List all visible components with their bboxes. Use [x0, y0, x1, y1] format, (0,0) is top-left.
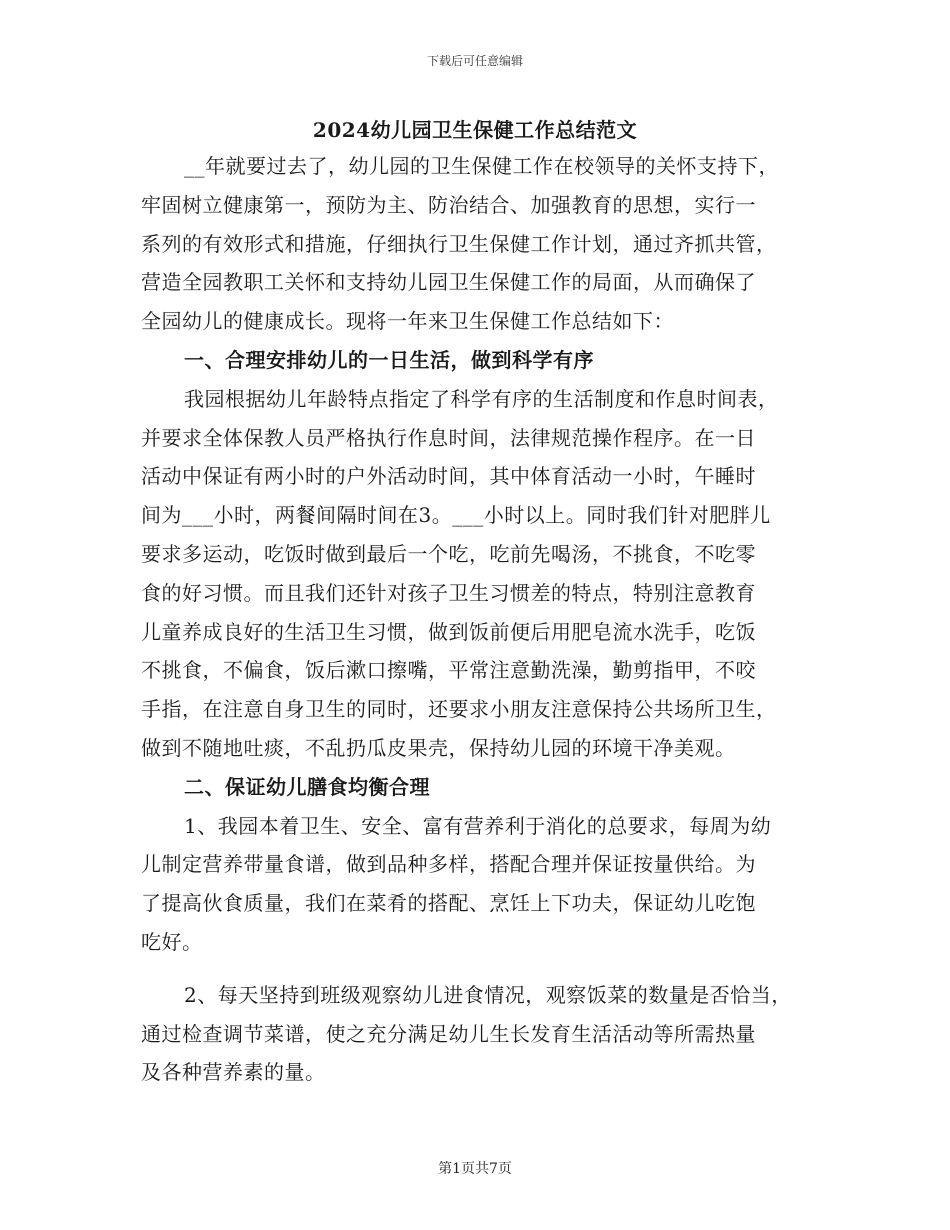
body-line: 活动中保证有两小时的户外活动时间，其中体育活动一小时，午睡时 [141, 464, 756, 489]
document-body [141, 147, 831, 1092]
body-line: 通过检查调节菜谱，使之充分满足幼儿生长发育生活活动等所需热量 [141, 1021, 756, 1046]
body-line: 2、每天坚持到班级观察幼儿进食情况，观察饭菜的数量是否恰当， [184, 982, 792, 1007]
body-line: 1、我园本着卫生、安全、富有营养利于消化的总要求，每周为幼 [184, 813, 772, 838]
body-line: 不挑食，不偏食，饭后漱口擦嘴，平常注意勤洗澡，勤剪指甲，不咬 [141, 658, 756, 683]
body-line: 并要求全体保教人员严格执行作息时间，法律规范操作程序。在一日 [141, 425, 756, 450]
body-line: 手指，在注意自身卫生的同时，还要求小朋友注意保持公共场所卫生， [141, 697, 777, 722]
body-line: 营造全园教职工关怀和支持幼儿园卫生保健工作的局面，从而确保了 [141, 270, 756, 295]
body-line: 牢固树立健康第一，预防为主、防治结合、加强教育的思想，实行一 [141, 192, 756, 217]
body-line: 全园幼儿的健康成长。现将一年来卫生保健工作总结如下： [141, 309, 674, 334]
body-line: 了提高伙食质量，我们在菜肴的搭配、烹饪上下功夫，保证幼儿吃饱 [141, 891, 756, 916]
body-line: 儿童养成良好的生活卫生习惯，做到饭前便后用肥皂流水洗手，吃饭 [141, 619, 756, 644]
body-line: 间为___小时，两餐间隔时间在3。___小时以上。同时我们针对肥胖儿 [141, 503, 771, 528]
section-heading-1: 一、合理安排幼儿的一日生活，做到科学有序 [184, 347, 594, 372]
body-line: 及各种营养素的量。 [141, 1060, 326, 1085]
document-title: 2024幼儿园卫生保健工作总结范文 [312, 118, 638, 142]
body-line: 系列的有效形式和措施，仔细执行卫生保健工作计划，通过齐抓共管， [141, 231, 777, 256]
body-line: 食的好习惯。而且我们还针对孩子卫生习惯差的特点，特别注意教育 [141, 580, 756, 605]
body-line: 要求多运动，吃饭时做到最后一个吃，吃前先喝汤，不挑食，不吃零 [141, 541, 756, 566]
body-line: __年就要过去了，幼儿园的卫生保健工作在校领导的关怀支持下， [184, 154, 779, 178]
body-line: 做到不随地吐痰，不乱扔瓜皮果壳，保持幼儿园的环境干净美观。 [141, 735, 736, 760]
paragraph-gap [141, 962, 831, 976]
page-header-note: 下载后可任意编辑 [426, 54, 523, 68]
section-heading-2: 二、保证幼儿膳食均衡合理 [184, 774, 430, 799]
body-line: 吃好。 [141, 929, 203, 954]
body-line: 我园根据幼儿年龄特点指定了科学有序的生活制度和作息时间表， [184, 386, 779, 411]
page-footer: 第1页共7页 [438, 1161, 512, 1177]
body-line: 儿制定营养带量食谱，做到品种多样，搭配合理并保证按量供给。为 [141, 852, 756, 877]
